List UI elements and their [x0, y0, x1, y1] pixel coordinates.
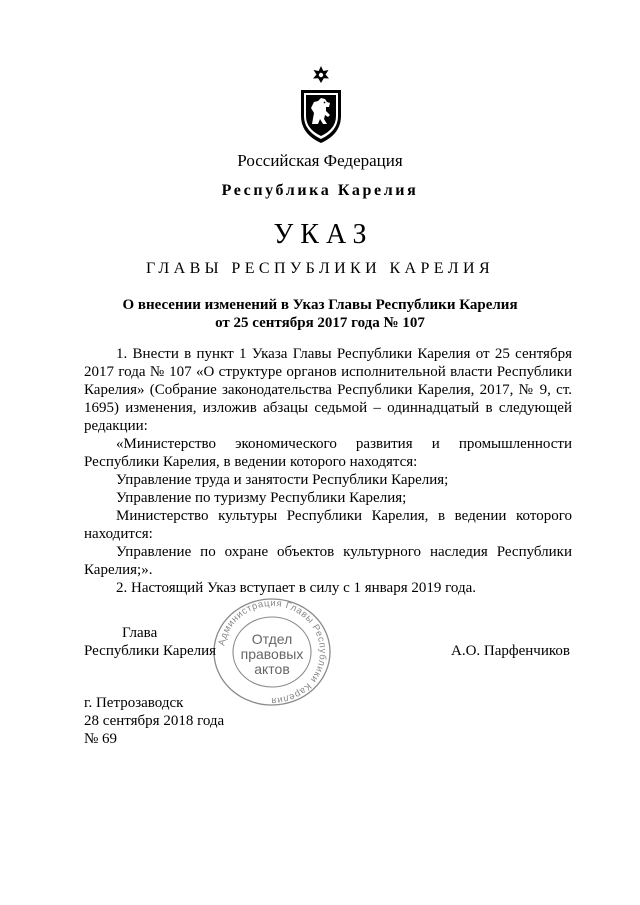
- official-stamp: [211, 597, 333, 707]
- document-type: УКАЗ: [273, 219, 374, 250]
- decree-body: [84, 345, 572, 597]
- stamp-ring-text: Администрация Главы Республики Карелия: [216, 597, 329, 707]
- signatory-organization: Республики Карелия: [84, 643, 217, 659]
- signatory-title: Глава: [122, 625, 158, 641]
- stamp-line-1: Отдел: [251, 631, 293, 647]
- decree-number: № 69: [84, 731, 118, 747]
- subject-line-1: О внесении изменений в Указ Главы Республики Карелия: [122, 297, 518, 313]
- paragraph: 1. Внести в пункт 1 Указа Главы Республики Карелия от 25 сентября 2017 года № 107 «О структуре органов исполнительной власти Республики Карелия» (Собрание законодательства Республики Карелия, 2017, № 9, ст. 1695) изменения, изложив абзацы седьмой – одиннадцатый в следующей редакции:: [84, 346, 572, 434]
- issuer-title: ГЛАВЫ РЕСПУБЛИКИ КАРЕЛИЯ: [145, 260, 495, 277]
- paragraph: Министерство культуры Республики Карелия, в ведении которого находится:: [84, 508, 572, 542]
- karelia-coat-of-arms-icon: [299, 66, 343, 144]
- signatory-name: А.О. Парфенчиков: [451, 643, 570, 659]
- paragraph: 2. Настоящий Указ вступает в силу с 1 января 2019 года.: [116, 580, 476, 596]
- republic-name: Республика Карелия: [221, 182, 419, 199]
- issue-date: 28 сентября 2018 года: [84, 713, 225, 729]
- paragraph: Управление по охране объектов культурного наследия Республики Карелия;».: [84, 544, 572, 578]
- paragraph: Управление труда и занятости Республики Карелия;: [116, 472, 449, 488]
- stamp-line-3: актов: [254, 661, 290, 677]
- decree-subject: [0, 296, 640, 332]
- issue-place: г. Петрозаводск: [84, 695, 184, 711]
- paragraph: «Министерство экономического развития и промышленности Республики Карелия, в ведении которого находятся:: [84, 436, 572, 470]
- stamp-line-2: правовых: [240, 646, 304, 662]
- subject-line-2: от 25 сентября 2017 года № 107: [215, 315, 425, 331]
- paragraph: Управление по туризму Республики Карелия;: [116, 490, 407, 506]
- country-name: Российская Федерация: [237, 151, 403, 170]
